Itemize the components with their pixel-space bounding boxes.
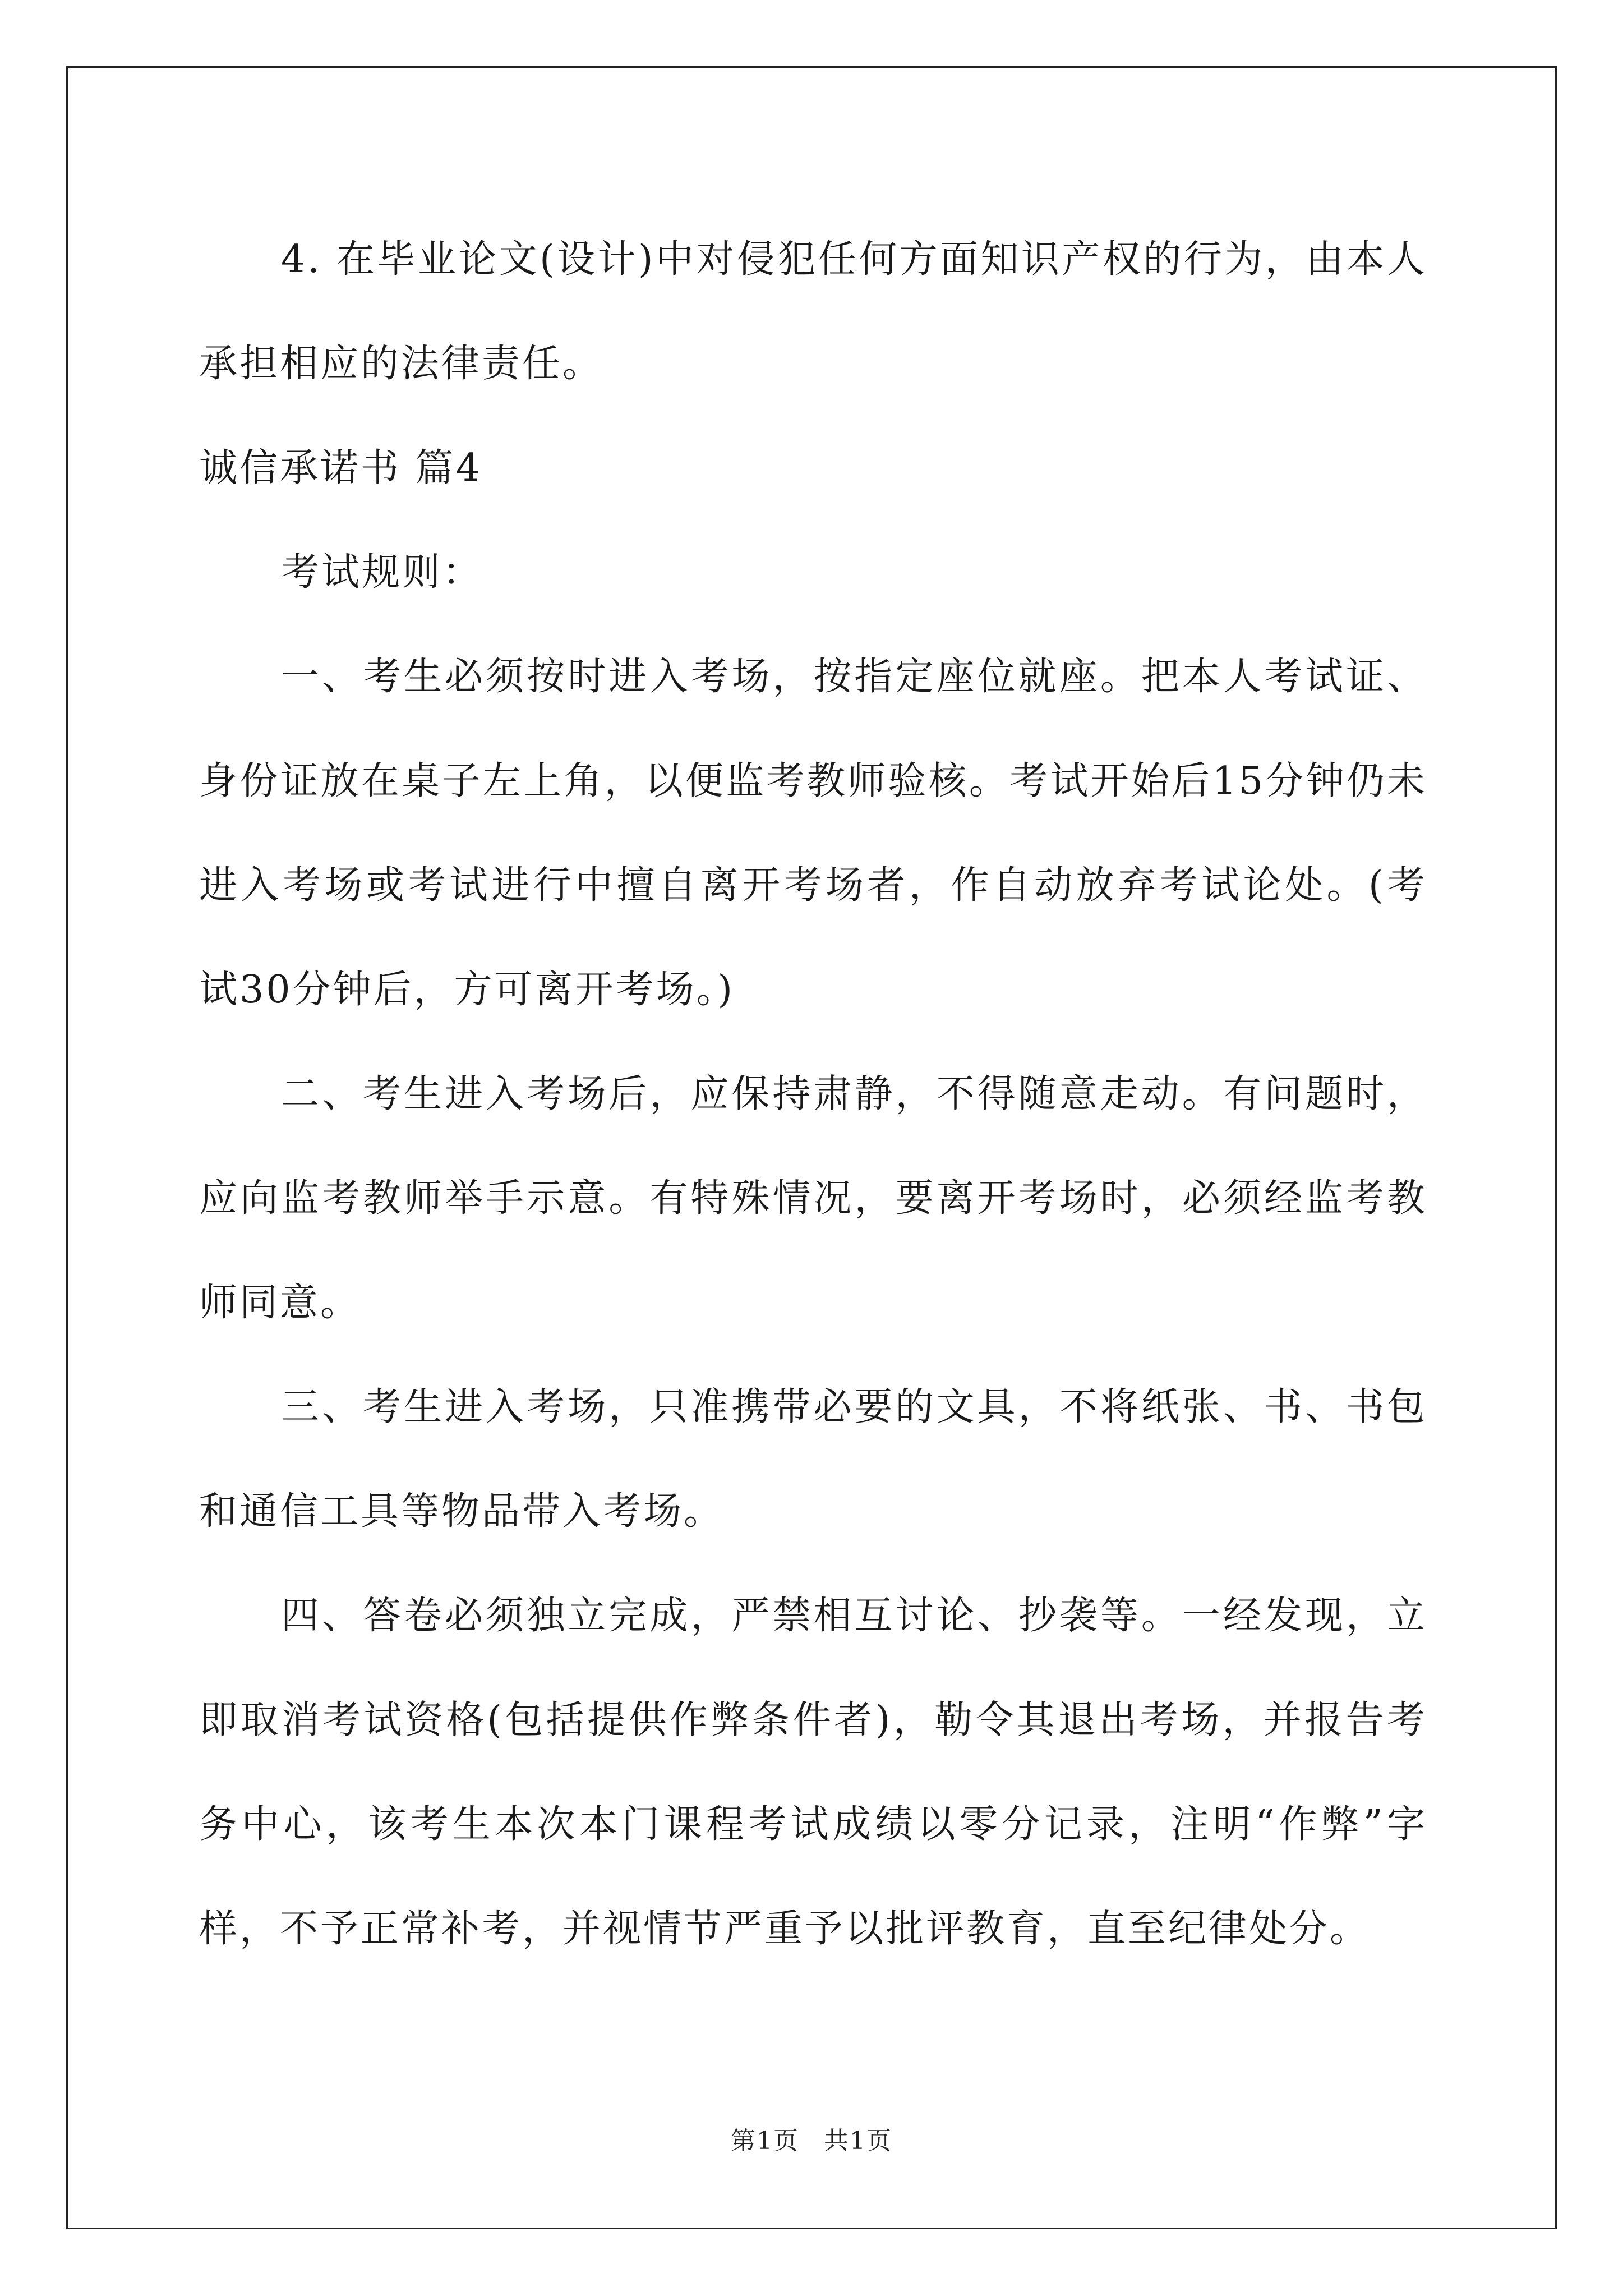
- document-body: [199, 208, 1427, 1981]
- paragraph-ip-responsibility: 4. 在毕业论文(设计)中对侵犯任何方面知识产权的行为，由本人承担相应的法律责任。: [199, 237, 1427, 386]
- section-heading: 诚信承诺书 篇4: [199, 446, 482, 490]
- paragraph-rule-3: 三、考生进入考场，只准携带必要的文具，不将纸张、书、书包和通信工具等物品带入考场。: [199, 1385, 1427, 1534]
- paragraph-rule-1: 一、考生必须按时进入考场，按指定座位就座。把本人考试证、身份证放在桌子左上角，以便监考教师验核。考试开始后15分钟仍未进入考场或考试进行中擅自离开考场者，作自动放弃考试论处。(考试30分钟后，方可离开考场。): [199, 655, 1427, 1012]
- page-total: 共1页: [824, 2127, 892, 2155]
- page-number: 第1页: [731, 2127, 799, 2155]
- page-footer: [0, 2120, 1623, 2156]
- paragraph-rule-2: 二、考生进入考场后，应保持肃静，不得随意走动。有问题时，应向监考教师举手示意。有特殊情况，要离开考场时，必须经监考教师同意。: [199, 1072, 1427, 1325]
- paragraph-rule-4: 四、答卷必须独立完成，严禁相互讨论、抄袭等。一经发现，立即取消考试资格(包括提供作弊条件者)，勒令其退出考场，并报告考务中心，该考生本次本门课程考试成绩以零分记录，注明“作弊”字样，不予正常补考，并视情节严重予以批评教育，直至纪律处分。: [199, 1594, 1427, 1951]
- paragraph-exam-rules-title: 考试规则：: [281, 550, 483, 595]
